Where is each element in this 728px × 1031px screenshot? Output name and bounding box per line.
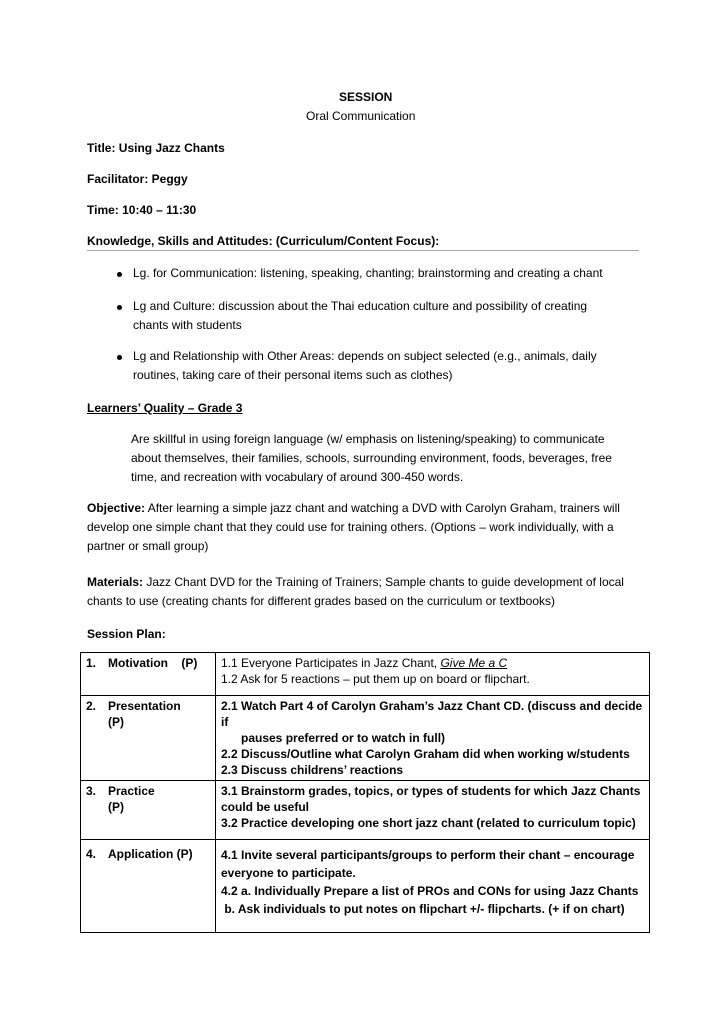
- learners-line: Are skillful in using foreign language (w/ emphasis on listening/speaking) to communicate: [131, 432, 605, 446]
- time-field: Time: 10:40 – 11:30: [87, 203, 197, 217]
- facilitator-field: Facilitator: Peggy: [87, 172, 188, 186]
- step-label: Practice: [108, 784, 155, 798]
- activity-line: 2.1 Watch Part 4 of Carolyn Graham’s Jazz Chant CD. (discuss and decide if: [221, 699, 643, 729]
- bullet-item: Lg and Relationship with Other Areas: depends on subject selected (e.g., animals, daily: [133, 349, 597, 363]
- activity-line: 3.1 Brainstorm grades, topics, or types of students for which Jazz Chants: [221, 784, 641, 798]
- session-plan-table: [80, 652, 650, 933]
- activity-line: 4.1 Invite several participants/groups to perform their chant – encourage: [221, 848, 635, 862]
- activity-line: 3.2 Practice developing one short jazz chant (related to curriculum topic): [221, 816, 636, 830]
- table-row: [81, 781, 650, 840]
- materials-line: [87, 575, 624, 589]
- step-label: Motivation (P): [108, 656, 198, 670]
- heading-rule: [87, 250, 639, 251]
- chant-title-link: Give Me a C: [440, 656, 508, 670]
- plan-step-cell: [81, 840, 216, 933]
- activity-line: 2.3 Discuss childrens’ reactions: [221, 763, 404, 777]
- bullet-item-cont: routines, taking care of their personal items such as clothes): [133, 368, 453, 382]
- plan-activity-cell: [216, 696, 650, 781]
- session-plan-heading: Session Plan:: [87, 627, 166, 641]
- objective-line: [87, 501, 620, 515]
- table-row: [81, 840, 650, 933]
- plan-activity-cell: [216, 840, 650, 933]
- step-label: Presentation: [108, 699, 181, 713]
- learners-line: time, and recreation with vocabulary of around 300-450 words.: [131, 470, 464, 484]
- activity-line: b. Ask individuals to put notes on flipchart +/- flipcharts. (+ if on chart): [221, 902, 625, 916]
- bullet-item: Lg. for Communication: listening, speaking, chanting; brainstorming and creating a chant: [133, 266, 603, 280]
- table-row: [81, 696, 650, 781]
- step-number: 3.: [86, 784, 97, 798]
- session-heading: SESSION: [339, 90, 393, 104]
- plan-step-cell: [81, 781, 216, 840]
- table-row: [81, 653, 650, 696]
- activity-line-cont: everyone to participate.: [221, 866, 356, 880]
- objective-line: partner or small group): [87, 539, 209, 553]
- title-field: Title: Using Jazz Chants: [87, 141, 225, 155]
- ksa-heading: Knowledge, Skills and Attitudes: (Curriculum/Content Focus):: [87, 234, 440, 248]
- activity-line: 4.2 a. Individually Prepare a list of PROs and CONs for using Jazz Chants: [221, 884, 639, 898]
- plan-activity-cell: [216, 653, 650, 696]
- step-number: 2.: [86, 699, 97, 713]
- bullet-dot: [117, 272, 122, 277]
- bullet-dot: [117, 305, 122, 310]
- objective-text: After learning a simple jazz chant and watching a DVD with Carolyn Graham, trainers will: [145, 501, 620, 515]
- step-number: 4.: [86, 847, 97, 861]
- bullet-item: Lg and Culture: discussion about the Thai education culture and possibility of creating: [133, 299, 588, 313]
- step-label: Application (P): [108, 847, 193, 861]
- activity-line: 2.2 Discuss/Outline what Carolyn Graham did when working w/students: [221, 747, 630, 761]
- plan-step-cell: [81, 653, 216, 696]
- bullet-item-cont: chants with students: [133, 318, 242, 332]
- plan-activity-cell: [216, 781, 650, 840]
- activity-line-cont: could be useful: [221, 800, 310, 814]
- objective-line: develop one simple chant that they could use for training others. (Options – work individually, with a: [87, 520, 614, 534]
- materials-label: Materials:: [87, 575, 144, 589]
- step-number: 1.: [86, 656, 97, 670]
- session-subtitle: Oral Communication: [306, 109, 416, 123]
- learners-heading: Learners’ Quality – Grade 3: [87, 401, 243, 415]
- step-label-cont: (P): [108, 800, 124, 814]
- objective-label: Objective:: [87, 501, 146, 515]
- materials-text: Jazz Chant DVD for the Training of Trainers; Sample chants to guide development of local: [143, 575, 624, 589]
- step-label-cont: (P): [108, 715, 124, 729]
- plan-step-cell: [81, 696, 216, 781]
- activity-line: 1.2 Ask for 5 reactions – put them up on board or flipchart.: [221, 672, 530, 686]
- bullet-dot: [117, 355, 122, 360]
- learners-line: about themselves, their families, schools, surrounding environment, foods, beverages, free: [131, 451, 612, 465]
- materials-line: chants to use (creating chants for different grades based on the curriculum or textbooks): [87, 594, 556, 608]
- activity-line: [221, 655, 644, 671]
- activity-line-cont: pauses preferred or to watch in full): [241, 731, 446, 745]
- activity-text: 1.1 Everyone Participates in Jazz Chant,: [221, 656, 441, 670]
